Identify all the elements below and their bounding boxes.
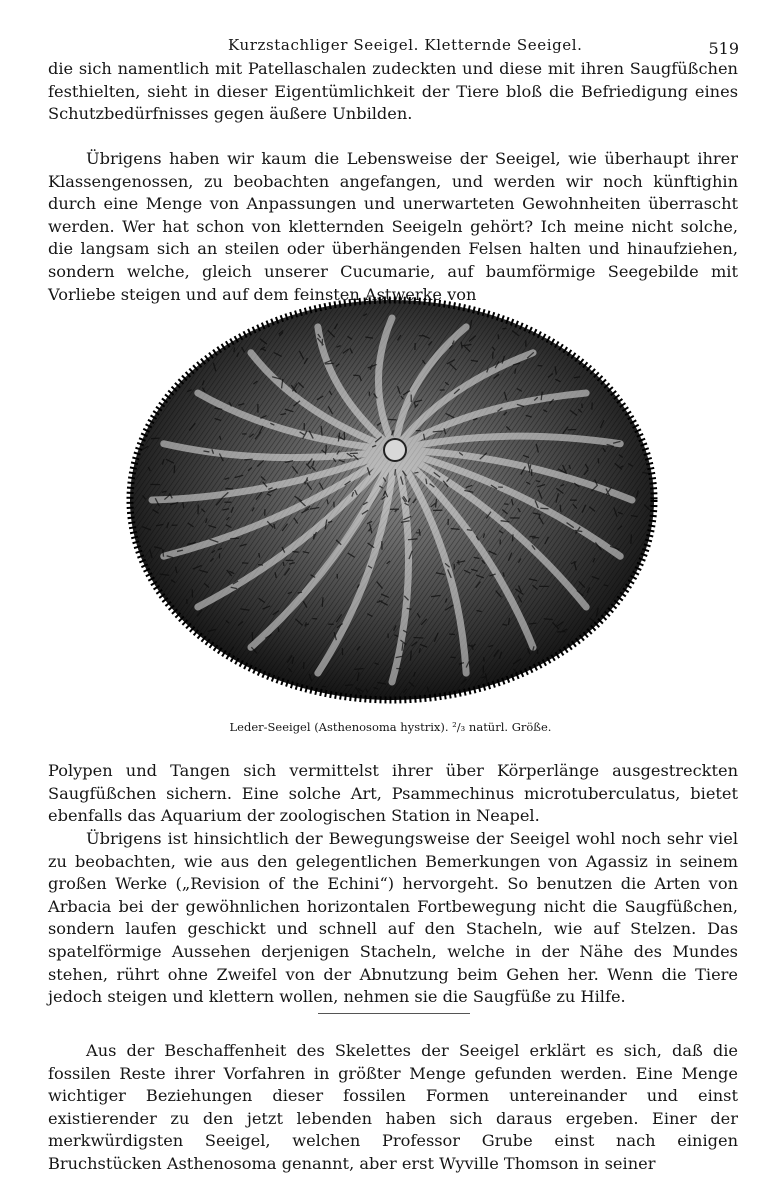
- page-header: [0, 36, 781, 60]
- paragraph-bewegungsweise: Übrigens ist hinsichtlich der Bewegungsweise der Seeigel wohl noch sehr viel zu beobachten, wie aus den gelegentlichen Bemerkungen von Agassiz in seinem großen Werke („Revision of the Echini“) hervorgeht. So benutzen die Arten von Arbacia bei der gewöhnlichen horizontalen Fortbewegung nicht die Saugfüßchen, sondern laufen geschickt und schnell auf den Stacheln, wie auf Stelzen. Das spatelförmige Aussehen derjenigen Stacheln, welche in der Nähe des Mundes stehen, rührt ohne Zweifel von der Abnutzung beim Gehen her. Wenn die Tiere jedoch steigen und klettern wollen, nehmen sie die Saugfüße zu Hilfe.: [48, 829, 738, 1007]
- paragraph-continuation: die sich namentlich mit Patellaschalen zudeckten und diese mit ihren Saugfüßchen festhielten, sieht in dieser Eigentümlichkeit der Tiere bloß die Befriedigung eines Schutzbedürfnisses gegen äußere Unbilden.: [48, 59, 738, 124]
- sea-urchin-illustration: [120, 292, 660, 712]
- paragraph-fossilien: Aus der Beschaffenheit des Skelettes der Seeigel erklärt es sich, daß die fossilen Reste ihrer Vorfahren in größter Menge gefunden werden. Eine Menge wichtiger Beziehungen dieser fossilen Formen untereinander und einst existierender zu den jetzt lebenden haben sich daraus ergeben. Einer der merkwürdigsten Seeigel, welchen Professor Grube einst nach einigen Bruchstücken Asthenosoma genannt, aber erst Wyville Thomson in seiner: [48, 1041, 738, 1173]
- paragraph-lebensweise: Übrigens haben wir kaum die Lebensweise der Seeigel, wie überhaupt ihrer Klassengenossen, zu beobachten angefangen, und werden wir noch künftighin durch eine Menge von Anpassungen und unerwarteten Gewohnheiten überrascht werden. Wer hat schon von kletternden Seeigeln gehört? Ich meine nicht solche, die langsam sich an steilen oder überhängenden Felsen halten und hinaufziehen, sondern welche, gleich unserer Cucumarie, auf baumförmige Seegebilde mit Vorliebe steigen und auf dem feinsten Astwerke von: [48, 149, 738, 304]
- figure-caption: Leder-Seeigel (Asthenosoma hystrix). ²/₃ natürl. Größe.: [229, 720, 552, 734]
- section-divider: [318, 1013, 470, 1014]
- urchin-apical-disc: [384, 439, 406, 461]
- page-number: 519: [708, 39, 739, 58]
- running-title: Kurzstachliger Seeigel. Kletternde Seeigel.: [228, 36, 583, 54]
- paragraph-polypen: Polypen und Tangen sich vermittelst ihrer über Körperlänge ausgestreckten Saugfüßchen sichern. Eine solche Art, Psammechinus microtuberculatus, bietet ebenfalls das Aquarium der zoologischen Station in Neapel.: [48, 761, 738, 826]
